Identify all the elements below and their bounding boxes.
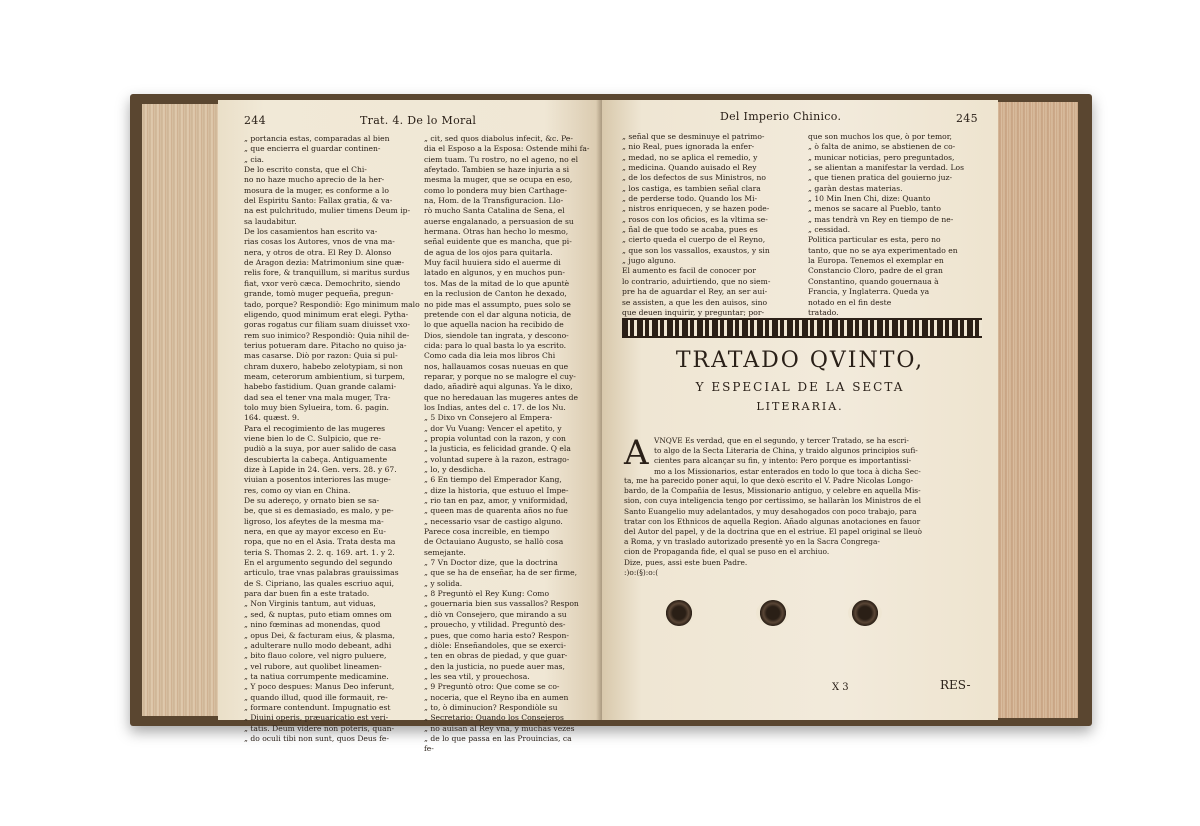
text-line: „ sed, & nuptas, puto etiam omnes om	[244, 609, 392, 619]
text-line: „ rio tan en paz, amor, y vniformidad,	[424, 496, 568, 506]
running-head-right: Del Imperio Chinico.	[720, 110, 842, 123]
text-line: terius potueram dare. Pitacho no quiso ja-	[244, 340, 407, 350]
treatise-title: TRATADO QVINTO,	[675, 348, 925, 373]
text-line: de S. Cipriano, las quales escriuo aqui,	[244, 578, 394, 588]
text-line: notado en el fin deste	[808, 297, 892, 307]
text-line: mas casarse. Diò por razon: Quia si pul-	[244, 351, 398, 361]
text-line: la Europa. Tenemos el exemplar en	[808, 256, 944, 266]
text-line: En el argumento segundo del segundo	[244, 558, 393, 568]
text-line: na, Hom. de la Transfiguracion. Llo-	[424, 196, 564, 206]
text-line: que no heredauan las mugeres antes de	[424, 392, 578, 402]
text-line: „ pues, que como haria esto? Respon-	[424, 630, 569, 640]
text-line: Constantino, quando gouernaua à	[808, 276, 939, 286]
text-line: habebo fastidium. Quan grande calami-	[244, 382, 397, 392]
floret-ornament-icon	[756, 600, 790, 626]
text-line: „ mas tendrà vn Rey en tiempo de ne-	[808, 214, 954, 224]
text-line: lo contrario, aduirtiendo, que no siem-	[622, 276, 771, 286]
text-line: Para el recogimiento de las mugeres	[244, 423, 385, 433]
text-line: De su adereço, y ornato bien se sa-	[244, 496, 380, 506]
open-book	[130, 94, 1092, 754]
left-column-2	[424, 134, 596, 754]
text-line: rò mucho Santa Catalina de Sena, el	[424, 206, 565, 216]
text-line: como lo pondera muy bien Carthage-	[424, 185, 567, 195]
text-line: viene bien lo de C. Sulpicio, que re-	[244, 433, 381, 443]
text-line: to algo de la Secta Literaria de China, y traido algunos principios sufi-	[654, 446, 918, 456]
text-line: „ formare contendunt. Impugnatio est	[244, 702, 391, 712]
text-line: „ dize la historia, que estuuo el Impe-	[424, 485, 569, 495]
text-line: De lo escrito consta, que el Chi-	[244, 165, 367, 175]
body-text	[624, 476, 990, 578]
text-line: „ municar noticias, pero preguntados,	[808, 152, 955, 162]
text-line: El aumento es facil de conocer por	[622, 266, 757, 276]
text-line: „ 9 Preguntò otro: Que come se co-	[424, 682, 560, 692]
text-line: 164. quæst. 9.	[244, 413, 300, 423]
text-line: no no haze mucho aprecio de la her-	[244, 175, 385, 185]
text-line: Como cada dia leia mos libros Chi	[424, 351, 556, 361]
text-line: „ noceria, que el Reyno iba en aumen	[424, 692, 569, 702]
left-page-edges	[142, 104, 222, 716]
text-line: „ 5 Dixo vn Consejero al Empera-	[424, 413, 553, 423]
floret-ornament-icon	[662, 600, 696, 626]
text-line: bardo, de la Compañia de Iesus, Missionario antiguo, y celebre en aquella Mis-	[624, 486, 921, 496]
text-line: „ rosos con los oficios, es la vltima se-	[622, 214, 768, 224]
text-line: „ ta natiua corrumpente medicamine.	[244, 671, 389, 681]
text-line: no pide mas el assumpto, pues solo se	[424, 299, 571, 309]
text-line: mosura de la muger, es conforme a lo	[244, 185, 389, 195]
text-line: „ vel rubore, aut quolibet lineamen-	[244, 661, 382, 671]
text-line: teria S. Thomas 2. 2. q. 169. art. 1. y 2.	[244, 547, 395, 557]
text-line: tratar con los Ethnicos de aquella Region. Añado algunas anotaciones en fauor	[624, 516, 921, 526]
text-line: „ cessidad.	[808, 225, 850, 235]
text-line: „ de perderse todo. Quando los Mi-	[622, 194, 758, 204]
text-line: „ Y poco despues: Manus Deo inferunt,	[244, 682, 395, 692]
text-line: rem suo inimico? Respondiò: Quia nihil de-	[244, 330, 410, 340]
text-line: los Indias, antes del c. 17. de los Nu.	[424, 402, 566, 412]
text-line: :)o:(§):o:(	[624, 567, 659, 577]
text-line: VNQVE Es verdad, que en el segundo, y tercer Tratado, se ha escri-	[654, 436, 909, 445]
text-line: relis fore, & tranquillum, si maritus surdus	[244, 268, 410, 278]
text-line: „ prouecho, y vtilidad. Preguntò des-	[424, 620, 566, 630]
text-line: afeytado. Tambien se haze injuria a si	[424, 165, 570, 175]
text-line: eligendo, quod minimum erat elegi. Pytha-	[244, 309, 409, 319]
left-page	[218, 100, 603, 754]
text-line: cion de Propaganda fide, el qual se puso en el archiuo.	[624, 547, 830, 557]
text-line: sion, con cuya inteligencia tengo por certissimo, se hallaràn los Ministros de el	[624, 496, 922, 506]
text-line: „ les sea vtil, y prouechosa.	[424, 671, 530, 681]
text-line: res, como oy vian en China.	[244, 485, 351, 495]
text-line: se assisten, a que les den auisos, sino	[622, 297, 768, 307]
left-column-1	[244, 134, 422, 743]
text-line: „ tatis. Deum videre non poteris, quan-	[244, 723, 395, 733]
text-line: semejante.	[424, 547, 466, 557]
text-line: para dar buen fin a este tratado.	[244, 589, 370, 599]
text-line: „ propia voluntad con la razon, y con	[424, 433, 566, 443]
text-line: reparar, y porque no se malogre el cuy-	[424, 371, 576, 381]
text-line: tolo muy bien Sylueira, tom. 6. pagin.	[244, 402, 389, 412]
ornamental-band	[622, 318, 982, 338]
text-line: ta, me ha parecido poner aqui, lo que dexò escrito el V. Padre Nicolas Longo-	[624, 476, 913, 485]
text-line: „ 7 Vn Doctor dize, que la doctrina	[424, 558, 558, 568]
text-line: „ ñal de que todo se acaba, pues es	[622, 225, 758, 235]
text-line: ligroso, los afeytes de la mesma ma-	[244, 516, 384, 526]
text-line: „ lo, y desdicha.	[424, 465, 486, 474]
text-line: „ nistros enriquecen, y se hazen pode-	[622, 204, 770, 214]
signature-mark: X 3	[832, 682, 849, 693]
text-line: Santo Euangelio muy adelantados, y muy desahogados con poco trabajo, para	[624, 506, 917, 516]
text-line: „ no auisan al Rey vna, y muchas vezes	[424, 723, 575, 733]
text-line: „ medicina. Quando auisado el Rey	[622, 163, 757, 173]
text-line: tanto, que no se aya experimentado en	[808, 245, 958, 255]
text-line: mesma la muger, que se ocupa en eso,	[424, 175, 573, 185]
text-line: de Octauiano Augusto, se hallò cosa	[424, 537, 564, 547]
text-line: articulo, trae vnas palabras grauissimas	[244, 568, 399, 578]
text-line: que son muchos los que, ò por temor,	[808, 132, 952, 141]
text-line: grande, tomò muger pequeña, pregun-	[244, 289, 394, 299]
text-line: „ se alientan a manifestar la verdad. Los	[808, 163, 964, 173]
text-line: „ la justicia, es felicidad grande. Q ela	[424, 444, 571, 454]
text-line: „ diò vn Consejero, que mirando a su	[424, 609, 567, 619]
text-line: „ to, ò diminucion? Respondiòle su	[424, 702, 558, 712]
intro-text	[654, 436, 990, 477]
text-line: dad sea el tener vna mala muger, Tra-	[244, 392, 391, 402]
right-column-1	[622, 132, 806, 318]
text-line: „ de los defectos de sus Ministros, no	[622, 173, 767, 183]
text-line: pre ha de aguardar el Rey, an ser aui-	[622, 287, 768, 297]
text-line: „ 6 En tiempo del Emperador Kang,	[424, 475, 562, 485]
text-line: descubierta la cabeça. Antiguamente	[244, 454, 388, 464]
right-page-edges	[996, 102, 1078, 718]
text-line: cientes para alcançar su fin, y intento: Pero porque es importantissi-	[654, 456, 912, 466]
text-line: de agua de los ojos para quitarla.	[424, 247, 553, 257]
text-line: „ adulterare nullo modo debeant, adhi	[244, 640, 392, 650]
text-line: dize à Lapide in 24. Gen. vers. 28. y 67.	[244, 465, 397, 474]
text-line: „ bito flauo colore, vel nigro puluere,	[244, 651, 387, 661]
text-line: „ ò falta de animo, se abstienen de co-	[808, 142, 956, 152]
text-line: „ señal que se desminuye el patrimo-	[622, 132, 765, 141]
text-line: dia el Esposo a la Esposa: Ostende mihi fa-	[424, 144, 590, 154]
text-line: „ que se ha de enseñar, ha de ser firme,	[424, 568, 578, 578]
text-line: que deuen inquirir, y preguntar; por-	[622, 307, 765, 317]
text-line: „ voluntad supere à la razon, estrago-	[424, 454, 570, 464]
text-line: Parece cosa increible, en tiempo	[424, 527, 550, 537]
text-line: sa laudabitur.	[244, 216, 297, 226]
text-line: „ do oculi tibi non sunt, quos Deus fe-	[244, 733, 389, 743]
text-line: Dize, pues, assi este buen Padre.	[624, 557, 748, 567]
text-line: del Espiritu Santo: Fallax gratia, & va-	[244, 196, 393, 206]
text-line: „ de lo que passa en las Prouincias, ca	[424, 733, 572, 743]
text-line: De los casamientos han escrito va-	[244, 227, 378, 237]
text-line: na est pulchritudo, mulier timens Deum ip-	[244, 206, 411, 216]
text-line: fe-	[424, 744, 434, 754]
text-line: nera, y otros de otra. El Rey D. Alonso	[244, 247, 392, 257]
text-line: Muy facil huuiera sido el auerme di	[424, 258, 561, 268]
text-line: lo que aquella nacion ha recibido de	[424, 320, 564, 330]
text-line: „ que tienen pratica del gouierno juz-	[808, 173, 953, 183]
text-line: Dios, siendole tan ingrata, y descono-	[424, 330, 569, 340]
text-line: ropa, que no en el Asia. Trata desta ma	[244, 537, 396, 547]
text-line: „ Non Virginis tantum, aut viduas,	[244, 599, 376, 609]
text-line: tratado.	[808, 307, 839, 317]
right-page	[602, 100, 998, 720]
text-line: cida: para lo qual basta lo ya escrito.	[424, 340, 567, 350]
treatise-subtitle-2: LITERARIA.	[756, 400, 844, 413]
text-line: „ den la justicia, no puede auer mas,	[424, 661, 565, 671]
text-line: mo a los Missionarios, estar enterados en todo lo que toca à dicha Sec-	[654, 466, 921, 476]
text-line: „ nino fœminas ad monendas, quod	[244, 620, 381, 630]
text-line: „ necessario vsar de castigo alguno.	[424, 516, 563, 526]
text-line: „ portancia estas, comparadas al bien	[244, 134, 390, 143]
running-head-left: Trat. 4. De lo Moral	[360, 114, 477, 127]
text-line: del Autor del papel, y de la doctrina que en el estriue. El papel original se lleuò	[624, 526, 922, 536]
text-line: dado, añadirè aqui algunas. Ya le dixo,	[424, 382, 573, 392]
text-line: hermana. Otras han hecho lo mesmo,	[424, 227, 569, 237]
right-column-2	[808, 132, 992, 318]
text-line: auerse engalanado, a persuasion de su	[424, 216, 574, 226]
text-line: „ queen mas de quarenta años no fue	[424, 506, 568, 516]
text-line: señal euidente que es mancha, que pi-	[424, 237, 572, 247]
text-line: nera, en que ay mayor exceso en Eu-	[244, 527, 386, 537]
text-line: be, que si es demasiado, es malo, y pe-	[244, 506, 394, 516]
text-line: „ los castiga, es tambien señal clara	[622, 183, 761, 193]
text-line: „ que encierra el guardar continen-	[244, 144, 381, 154]
text-line: „ Secretario: Quando los Consejeros	[424, 713, 564, 723]
treatise-subtitle: Y ESPECIAL DE LA SECTA	[695, 380, 905, 394]
text-line: „ 10 Min Inen Chi, dize: Quanto	[808, 194, 931, 204]
text-line: „ diòle: Enseñandoles, que se exerci-	[424, 640, 566, 650]
text-line: „ menos se sacare al Pueblo, tanto	[808, 204, 942, 214]
text-line: Constancio Cloro, padre de el gran	[808, 266, 943, 276]
text-line: „ cit, sed quos diabolus infecit, &c. Pe-	[424, 134, 573, 143]
text-line: „ opus Dei, & facturam eius, & plasma,	[244, 630, 395, 640]
text-line: „ cierto queda el cuerpo de el Reyno,	[622, 235, 766, 245]
text-line: „ que son los vassallos, exaustos, y sin	[622, 245, 770, 255]
floret-ornament-icon	[848, 600, 882, 626]
text-line: viuian a posentos interiores las muge-	[244, 475, 391, 485]
text-line: „ medad, no se aplica el remedio, y	[622, 152, 758, 162]
text-line: tado, porque? Respondiò: Ego minimum malo	[244, 299, 420, 309]
text-line: pretende con el dar alguna noticia, de	[424, 309, 571, 319]
text-line: rias cosas los Autores, vnos de vna ma-	[244, 237, 395, 247]
text-line: „ Diuini operis, præuaricatio est veri-	[244, 713, 389, 723]
text-line: „ 8 Preguntò el Rey Kung: Como	[424, 589, 550, 599]
text-line: Francia, y Inglaterra. Queda ya	[808, 287, 930, 297]
text-line: a Roma, y vn traslado autorizado presentè yo en la Sacra Congrega-	[624, 537, 880, 547]
text-line: „ y solida.	[424, 578, 463, 588]
text-line: tos. Mas de la mitad de lo que apuntè	[424, 278, 570, 288]
text-line: fiat, vxor verò cæca. Demochrito, siendo	[244, 278, 401, 288]
text-line: Politica particular es esta, pero no	[808, 235, 941, 245]
text-line: meam, ceterorum ambientium, si turpem,	[244, 371, 405, 381]
page-number-right: 245	[956, 112, 978, 125]
text-line: chram duxero, habebo zelotypiam, si non	[244, 361, 403, 371]
text-line: de Aragon dezia: Matrimonium sine quæ-	[244, 258, 405, 268]
text-line: nos, hallauamos cosas nueuas en que	[424, 361, 569, 371]
drop-cap: A	[624, 433, 649, 473]
text-line: „ cia.	[244, 154, 264, 164]
text-line: „ garàn destas materias.	[808, 183, 903, 193]
catchword: RES-	[940, 678, 971, 692]
text-line: goras rogatus cur filiam suam diuisset vxo-	[244, 320, 410, 330]
text-line: „ quando illud, quod ille formauit, re-	[244, 692, 388, 702]
text-line: „ nio Real, pues ignorada la enfer-	[622, 142, 755, 152]
page-number-left: 244	[244, 114, 266, 127]
text-line: pudiò a la suya, por auer salido de casa	[244, 444, 397, 454]
text-line: „ ten en obras de piedad, y que guar-	[424, 651, 568, 661]
text-line: latado en algunos, y en muchos pun-	[424, 268, 565, 278]
text-line: ciem tuam. Tu rostro, no el ageno, no el	[424, 154, 579, 164]
text-line: „ dor Vu Vuang: Vencer el apetito, y	[424, 423, 562, 433]
text-line: „ gouernaria bien sus vassallos? Respon	[424, 599, 579, 609]
text-line: „ jugo alguno.	[622, 256, 676, 266]
text-line: en la reclusion de Canton he dexado,	[424, 289, 567, 299]
